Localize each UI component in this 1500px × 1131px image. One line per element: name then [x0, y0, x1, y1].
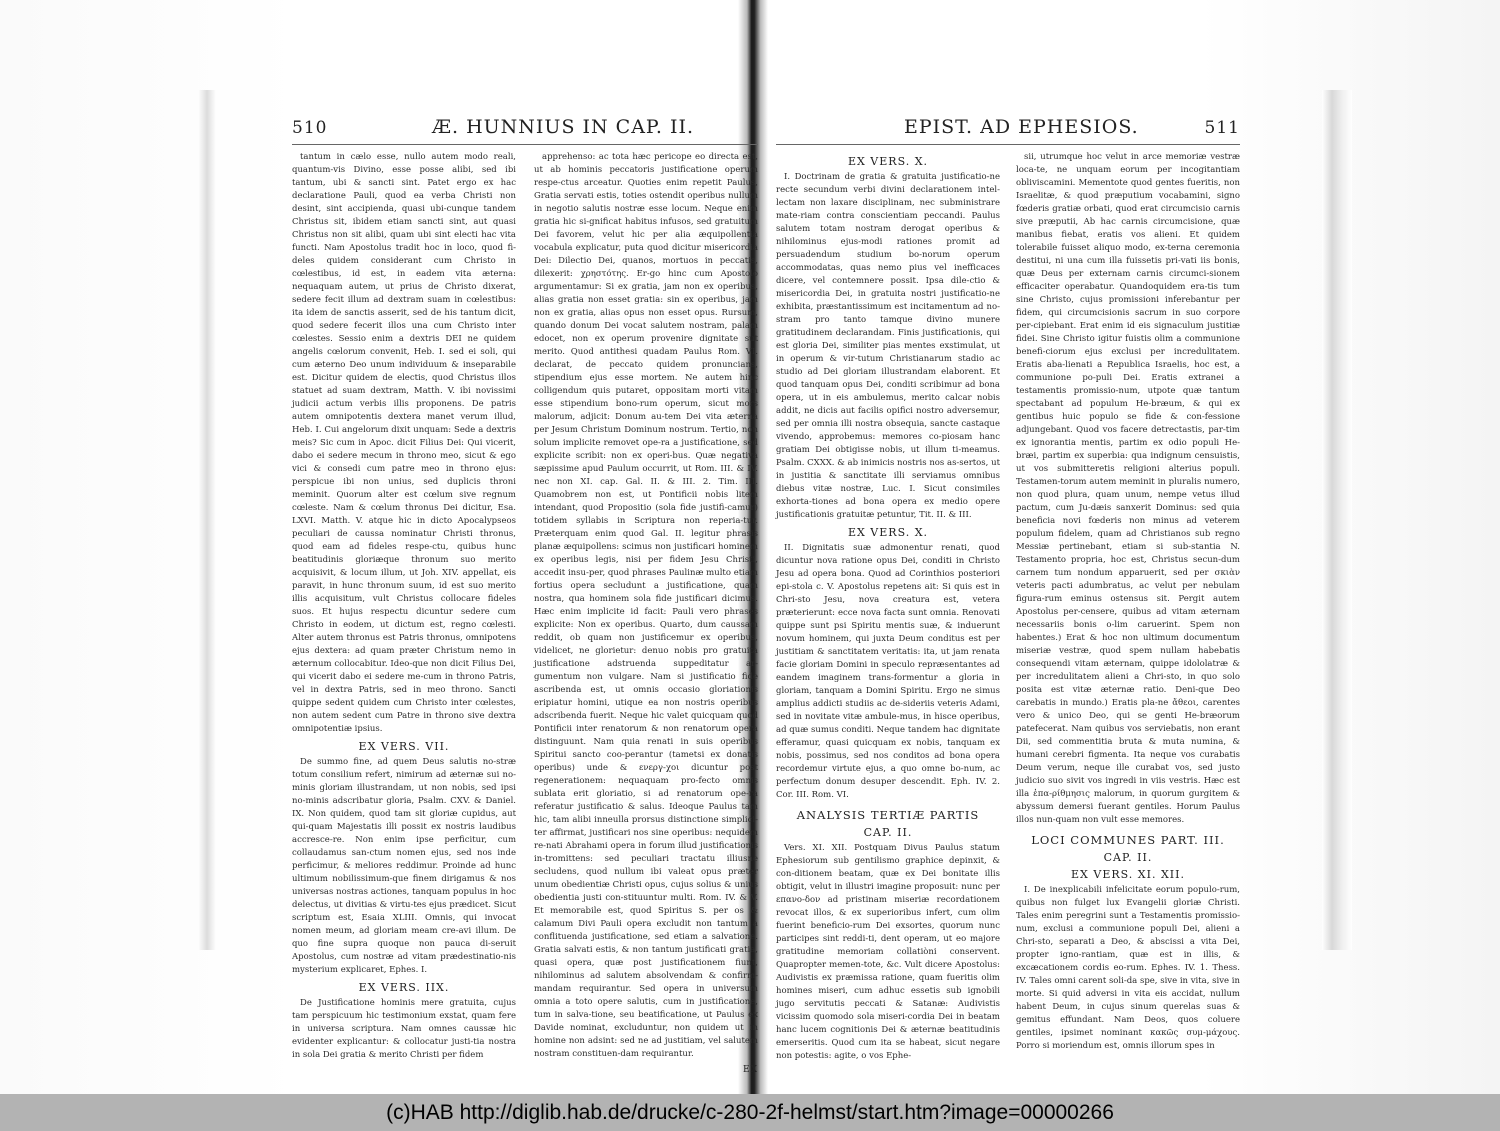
- section-heading: EX VERS. X.: [847, 526, 929, 539]
- left-running-head: [292, 112, 758, 145]
- left-page-number: 510: [292, 118, 328, 138]
- left-column-2: [534, 151, 758, 1075]
- paragraph: De Justificatione hominis mere gratuita, cujus tam perspicuum hic testimonium exstat, quam fere in universa scriptura. Nam omnes caussæ hic evidenter explicantur: & collocatur justi-tia nostra in sola Dei gratia & merito Christi per fidem: [292, 998, 516, 1060]
- paragraph: II. Dignitatis suæ admonentur renati, quod dicuntur nova ratione opus Dei, conditi in Christo Jesu ad opera bona. Quod ad Corinthios posteriori epi-stola c. V. Apostolus repetens ait: Si quis est in Chri-sto Jesu, nova creatura est, vetera præterierunt: ecce nova facta sunt omnia. Renovati quippe sunt psi Spiritu mentis suæ, & induerunt novum hominem, qui juxta Deum conditus est per justitiam & sanctitatem veritatis: ita, ut jam renata facie gloriam Domini in speculo repræsentantes ad eandem imaginem trans-formentur a gloria in gloriam, tanquam a Domini Spiritu. Ergo ne simus amplius addicti studiis ac de-sideriis veteris Adami, sed in novitate vitæ ambule-mus, in hisce operibus, ad quæ sumus conditi. Neque tandem hac dignitate efferamur, quasi quicquam ex nobis, tanquam ex nobis, possimus, sed nos conditos ad bona opera recordemur virtute ejus, a quo omne bo-num, ac perfectum donum desuper descendit. Eph. IV. 2. Cor. III. Rom. VI.: [776, 543, 1000, 800]
- right-column-2: [1016, 151, 1240, 1067]
- left-column-1: [292, 151, 516, 1075]
- credit-footer: (c)HAB http://diglib.hab.de/drucke/c-280-2f-helmst/start.htm?image=00000266: [0, 1094, 1500, 1131]
- left-columns: [292, 151, 758, 1075]
- chapter-heading: CAP. II.: [863, 826, 913, 839]
- page-edge-right: [1322, 90, 1352, 950]
- section-heading: EX VERS. VII.: [358, 740, 450, 753]
- paragraph: Vers. XI. XII. Postquam Divus Paulus statum Ephesiorum sub gentilismo graphice depinxit, & con-ditionem beatam, quæ ex Dei bonitate illis obtigit, velut in illustri imagine proposuit: nunc per επανο-δον ad pristinam miseriæ recordationem revocat illos, & ex superioribus infert, cum olim fuerint beneficio-rum Dei exsortes, quorum nunc participes sint reddi-ti, dent operam, ut eo majore gratitudine memoriam collatiòni conservent. Quapropter memen-tote, &c. Vult dicere Apostolus: Audivistis ex præmissa ratione, quam fueritis olim homines miseri, cum adhuc essetis sub ignobili jugo servitutis peccati & Satanæ: Audivistis vicissim quomodo sola miseri-cordia Dei in beatam hanc lucem cognitionis Dei & æternæ beatitudinis emerseritis. Quod cum ita se habeat, sicut negare non potestis: agite, o vos Ephe-: [776, 843, 1000, 1061]
- analysis-heading: ANALYSIS TERTIÆ PARTIS: [796, 808, 980, 822]
- section-heading: EX VERS. XI. XII.: [1071, 868, 1185, 881]
- loci-heading: LOCI COMMUNES PART. III.: [1031, 833, 1225, 847]
- section-heading: EX VERS. X.: [847, 155, 929, 168]
- catchword: EX: [743, 1065, 758, 1075]
- chapter-heading: CAP. II.: [1103, 851, 1153, 864]
- paragraph: I. De inexplicabili infelicitate eorum populo-rum, quibus non fulget lux Evangelii gloriæ Christi. Tales enim peregrini sunt a Testamentis promissio-num, exclusi a communione populi Dei, alieni a Chri-sto, separati a Deo, & abscissi a vita Dei, propter igno-rantiam, quæ est in illis, & excæcationem cordis eo-rum. Ephes. IV. 1. Thess. IV. Tales omni carent soli-da spe, sive in vita, sive in morte. Si quid adversi in vita eis accidat, nullum habent Deum, in cujus sinum querelas suas & gemitus effundant. Nam Deos, quos coluere gentiles, ipsimet nominant κακῶς συμ-μάχους. Porro si moriendum est, omnis illorum spes in: [1016, 885, 1240, 1051]
- right-head-title: EPIST. AD EPHESIOS.: [904, 116, 1139, 138]
- paragraph: I. Doctrinam de gratia & gratuita justificatio-ne recte secundum verbi divini declarationem intel-lectam non laxare disciplinam, nec subministrare mate-riam contra conscientiam peccandi. Paulus salutem totam nostram derogat operibus & nihilominus ejus-modi rationes promit ad persuadendum studium bo-norum operum accommodatas, quas nemo pius vel inefficaces dicere, vel contemnere possit. Ipsa dile-ctio & misericordia Dei, in gratuita nostri justificatio-ne exhibita, præstantissimum est incitamentum ad no-stram pro tanto tamque divino munere gratitudinem declarandam. Finis justificationis, qui est gloria Dei, similiter pias mentes exstimulat, ut in operum & vir-tutum Christianarum stadio ac studio ad Dei gloriam illustrandam elaborent. Et quod tanquam opus Dei, conditi scribimur ad bona opera, ut in eis ambulemus, merito calcar nobis addit, ne dicis aut facilis opifici nostro adversemur, sed per omnia illi nostra obsequia, sancte castaque vivendo, approbemus: memores co-piosam hanc gratiam Dei obtigisse nobis, ut illum ti-meamus. Psalm. CXXX. & ab inimicis nostris nos as-sertos, ut in justitia & sanctitate illi serviamus omnibus diebus vitæ nostræ, Luc. I. Sicut consimiles exhorta-tiones ad bona opera ex medio opere justificationis gratuitæ petuntur, Tit. II. & III.: [776, 172, 1000, 520]
- left-page: [292, 112, 758, 1075]
- paragraph: De summo fine, ad quem Deus salutis no-stræ totum consilium refert, nimirum ad æternæ sui no-minis gloriam illustrandam, ut non nobis, sed ipsi no-minis adscribatur gloria, Psalm. CXV. & Daniel. IX. Non quidem, quod tam sit gloriæ cupidus, aut qui-quam Majestatis illi possit ex nostris laudibus accresce-re. Non enim ipse perficitur, cum collaudamus san-ctum nomen ejus, sed nos inde perficimur, & meliores reddimur. Proinde ad hunc ultimum nobilissimum-que finem dirigamus & nos universas nostras actiones, tanquam populus in hoc delectus, ut divitias & virtu-tes ejus prædicet. Sicut scriptum est, Esaia XLIII. Omnis, qui invocat nomen meum, ad gloriam meam cre-avi illum. De quo fine supra quoque non pauca di-seruit Apostolus, cum nostræ ad vitam prædestinatio-nis mysterium explicaret, Ephes. I.: [292, 757, 516, 975]
- section-heading: EX VERS. IIX.: [358, 981, 450, 994]
- right-columns: [776, 151, 1240, 1067]
- left-head-title: Æ. HUNNIUS IN CAP. II.: [432, 116, 694, 138]
- right-page-number: 511: [1204, 118, 1240, 138]
- right-page: [776, 112, 1240, 1067]
- paragraph: apprehenso: ac tota hæc pericope eo directa est, ut ab hominis peccatoris justificatione operum respe-ctus arceatur. Quoties enim repetit Paulus, Gratia servati estis, toties ostendit operibus nullum in negotio salutis nostræ esse locum. Neque enim gratia hic si-gnificat habitus infusos, sed gratuitum Dei favorem, velut hic per alia æquipollentia vocabula explicatur, puta quod dicitur misericordia Dei: Dilectio Dei, quanos, mortuos in peccatis, dilexerit: χρηστότης. Er-go hinc cum Apostolo argumentamur: Si ex gratia, jam non ex operibus, alias gratia non esset gratia: sin ex operibus, jam non ex gratia, alias opus non esset opus. Rursum, quando donum Dei vocat salutem nostram, palam edocet, non ex operum provenire dignitate sut merito. Quod antithesi quadam Paulus Rom. VI. declarat, de peccato quidem pronuncians, stipendium ejus esse mortem. Ne autem hinc colligendum quis putaret, oppositam morti vitam esse stipendium bono-rum operum, sicut mors malorum, adjicit: Donum au-tem Dei vita æterna per Jesum Christum Dominum nostrum. Tertio, non solum implicite removet ope-ra a justificatione, sed explicite scribit: non ex operi-bus. Quæ negativa sæpissime apud Paulum occurrit, ut Rom. III. & IV. nec non XI. cap. Gal. II. & III. 2. Tim. III. Quamobrem non est, ut Pontificii nobis litem intendant, quod Propositio (sola fide justifi-camur) totidem syllabis in Scriptura non reperia-tur. Præterquam enim quod Gal. II. legitur phrasis planæ æquipollens: scimus non justificari hominem ex operibus legis, nisi per fidem Jesu Christi, accedit insu-per, quod phrases Paulinæ multo etiam fortius opera secludunt a justificatione, quam nostra, qua hominem sola fide justificari dicimus. Hæc enim implicite id facit: Pauli vero phrases explicite: Non ex operibus. Quarto, dum caussam reddit, ob quam non justificemur ex operibus, videlicet, ne glorietur: denuo nobis pro gratuita justificatione adstruenda suppeditatur ar-gumentum non vulgare. Nam si justificatio fide ascribenda est, ut omnis occasio gloriationis eripiatur homini, utique ea non nostris operibus adscribenda fuerit. Neque hic valet quicquam quod Pontificii inter renatorum & non renatorum opera distinguunt. Nam quia renati in suis operibus Spiritui sancto coo-perantur (tametsi ex donatis operibus) unde & ενεργ-χοι dicuntur post regenerationem: nequaquam pro-fecto omnis sublata erit gloriatio, si ad renatorum ope-ra referatur justificatio & salus. Ideoque Paulus tam hic, tam alibi inneulla prorsus distinctione simplici-ter affirmat, justificari nos sine operibus: nequidem re-nati Abrahami opera in forum illud justificationis in-tromittens: sed peculiari tractatu illiusne secludens, quod nullum ibi valeat opus præter unum obedientiæ Christi opus, cujus solius & unius obedientia justi con-stituuntur multi. Rom. IV. & V. Et memorabile est, quod Spiritus S. per os & calamum Divi Pauli opera excludit non tantum a conflituenda justificatione, sed etiam a salvatione. Gratia salvati estis, & non tantum justificati gratia, quasi opera, quæ post justificationem fiunt, nihilominus ad salutem absolvendam & confirm-mandam requirantur. Sed opera in universum omnia a toto opere salutis, cum in justificatione, tum in salva-tione, seu beatificatione, ut Paulus ex Davide nominat, excluduntur, non quidem ut in homine non adsint: sed ne ad justitiam, vel salutem nostram constituen-dam requirantur.: [534, 152, 758, 1059]
- paragraph: tantum in cælo esse, nullo autem modo reali, quantum-vis Divino, esse posse alibi, sed ibi tantum, ubi & sancti sint. Patet ergo ex hac declaratione Pauli, quod ea verba Christi non desint, sint accipienda, quasi ubi-cunque tandem Christus sit, ibidem etiam sancti sint, aut quasi Christus non sit alibi, quam ubi sint electi hac vita functi. Nam Apostolus tradit hoc in loco, quod fi-deles quidem considerant cum Christo in cœlestibus, id est, in eadem vita æterna: nequaquam autem, ut prius de Christo dixerat, sedere fecit illum ad dextram suam in cœlestibus: ita idem de sanctis asserit, sed de his tantum dicit, quod sedere fecerit illos una cum Christo inter cœlestes. Sessio enim a dextris DEI ne quidem angelis cœlorum convenit, Heb. I. sed ei soli, qui cum æterno Deo unum individuum & inseparabile est. Dicitur quidem de electis, quod Christus illos statuet ad suam dextram, Matth. V. ibi novissimi judicii actum verbis illis proponens. De patris autem omnipotentis dextera manet verum illud, Heb. I. Cui angelorum dixit unquam: Sede a dextris meis? Sic cum in Apoc. dicit Filius Dei: Qui vicerit, dabo ei sedere mecum in throno meo, sicut & ego vici & consedi cum patre meo in throno ejus: perspicue ibi non unius, sed duplicis throni meminit. Quorum alter est cœlum sive regnum cœleste. Nam & cœlum thronus Dei dicitur, Esa. LXVI. Matth. V. atque hic in dicto Apocalypseos peculiari de caussa nominatur Christi thronus, quod eam ad fideles respe-ctu, quibus hunc beatitudinis gloriæque thronum suo merito acquisivit, & locum illum, ut Joh. XIV. appellat, eis paravit, in hunc thronum suum, id est suo merito illis acquisitum, vult Christus collocare fideles suos. Et hujus respectu dicuntur sedere cum Christo in eodem, ut dictum est, regno cœlesti. Alter autem thronus est Patris thronus, omnipotens ejus dextera: ad quam præter Christum nemo in æternum collocabitur. Ideo-que non dicit Filius Dei, qui vicerit dabo ei sedere me-cum in throno Patris, vel in dextra Patris, sed in meo throno. Sancti quippe sedent quidem cum Christo inter cœlestes, non autem sedent cum Patre in throno sive dextra omnipotentiæ ipsius.: [292, 152, 516, 734]
- page-edge-left: [198, 90, 216, 950]
- paragraph: sii, utrumque hoc velut in arce memoriæ vestræ loca-te, ne unquam eorum per incogitantiam obliviscamini. Mementote quod gentes fueritis, non Israelitæ, & quod præputium vocabamini, signo fœderis gratiæ orbati, quod erat circumcisio carnis sive præputii, Ab hac carnis circumcisione, quæ manibus fiebat, eratis vos alieni. Et quidem tolerabile fuisset aliquo modo, ex-terna ceremonia destitui, ni una cum illa fuissetis pri-vati iis bonis, quæ Deus per externam carnis circumci-sionem efficaciter operabatur. Quandoquidem era-tis tum sine Christo, cujus promissioni inferebantur per fidem, qui circumcisionis sacrum in suo corpore per-cipiebant. Erat enim id eis signaculum justitiæ fidei. Sine Christo igitur fuistis olim a communione benefi-ciorum ejus exclusi per incredulitatem. Eratis aba-lienati a Republica Israelis, hoc est, a communione po-puli Dei. Eratis extranei a testamentis promissio-num, utpote quæ tantum spectabant ad populum He-bræum, & qui ex gentibus huic populo se fide & con-fessione adjungebant. Quod vos facere detrectastis, par-tim ex ignorantia mentis, partim ex odio populi He-bræi, partim ex superbia: qua indignum censuistis, ut vos submitteretis religioni alterius populi. Testamen-torum autem meminit in pluralis numero, non quod plura, quam unum, nempe vetus illud pactum, cum Ju-dæis sanxerit Dominus: sed quia beneficia novi fœderis non minus ad veterem populum fidelem, quam ad Christianos sub regno Messiæ pertinebant, etiam si sub-stantia N. Testamento propria, hoc est, Christus secun-dum carnem tum nondum apparuerit, sed per σκιὰν veteris pacti adumbratus, ac velut per nebulam figura-rum eminus ostensus sit. Pergit autem Apostolus per-censere, quibus ad vitam æternam necessariis bonis o-lim caruerint. Spem non habentes.) Erat & hoc non ultimum documentum miseriæ vestræ, quod spem nullam habebatis consequendi vitam æternam, quippe idololatræ & per incredulitatem alieni a Chri-sto, in quo solo posita est vitæ æternæ ratio. Deni-que Deo carebatis in mundo.) Eratis pla-ne ἄθεοι, carentes vero & unico Deo, qui se genti He-bræorum patefecerat. Nam quibus vos serviebatis, non erant Dii, sed commentitia bruta & muta numina, & humani cerebri figmenta. Ita neque vos curabatis Deum verum, neque ille curabat vos, sed justo judicio suo sivit vos ingredi in viis vestris. Hæc est illa ἐπα-ρίθμησις malorum, in quorum gurgitem & abyssum demersi fuerant gentiles. Horum Paulus illos nun-quam non vult esse memores.: [1016, 152, 1240, 825]
- right-column-1: [776, 151, 1000, 1067]
- right-running-head: [776, 112, 1240, 145]
